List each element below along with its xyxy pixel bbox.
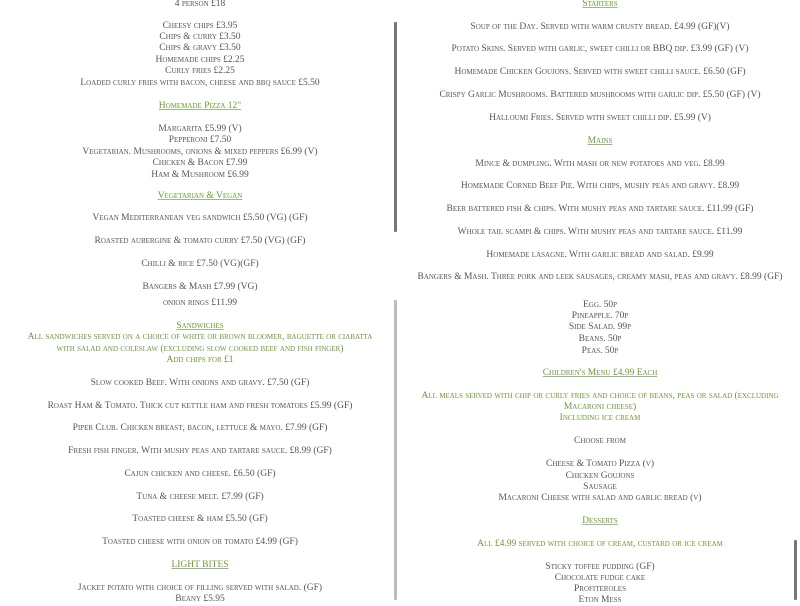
menu-item: Halloumi Fries. Served with sweet chilli dip. £5.99 (V) bbox=[489, 113, 711, 123]
menu-item: Roasted aubergine & tomato curry £7.50 (VG) (GF) bbox=[94, 236, 306, 246]
section-heading: Vegetarian & Vegan bbox=[157, 191, 243, 201]
menu-item: Cheese & Tomato Pizza (v) bbox=[546, 459, 654, 469]
menu-item: Sticky toffee pudding (GF) bbox=[545, 562, 655, 572]
menu-item: Jacket potato with choice of filling served with salad. (GF) bbox=[77, 583, 323, 593]
menu-item: Side Salad. 99p bbox=[568, 322, 632, 332]
menu-item: Toasted cheese with onion or tomato £4.99 (GF) bbox=[102, 537, 298, 547]
scrollbar-left-lower[interactable] bbox=[394, 300, 397, 600]
menu-item: Chips & gravy £3.50 bbox=[159, 43, 241, 53]
menu-item: Egg. 50p bbox=[582, 300, 618, 310]
menu-item: Peas. 50p bbox=[581, 346, 619, 356]
menu-item: Slow cooked Beef. With onions and gravy. £7.50 (GF) bbox=[90, 378, 310, 388]
section-heading: Sandwiches bbox=[176, 321, 224, 331]
menu-item: Chilli & rice £7.50 (VG)(GF) bbox=[141, 259, 259, 269]
section-note: All £4.99 served with choice of cream, custard or ice cream bbox=[477, 539, 723, 549]
menu-item: Pineapple. 70p bbox=[571, 311, 629, 321]
section-note: Including ice cream bbox=[559, 413, 641, 423]
menu-item: Roast Ham & Tomato. Thick cut kettle ham and fresh tomatoes £5.99 (GF) bbox=[47, 401, 353, 411]
menu-item: Bangers & Mash. Three pork and leek sausages, creamy mash, peas and gravy. £8.99 (GF) bbox=[417, 272, 783, 282]
menu-item: Tuna & cheese melt. £7.99 (GF) bbox=[136, 492, 264, 502]
menu-item: Loaded curly fries with bacon, cheese and bbq sauce £5.50 bbox=[80, 78, 320, 88]
menu-item: Macaroni Cheese with salad and garlic bread (v) bbox=[498, 493, 702, 503]
menu-item: Profiteroles bbox=[574, 584, 626, 594]
menu-item: Curly fries £2.25 bbox=[165, 66, 235, 76]
menu-item: Piper Club. Chicken breast, bacon, lettuce & mayo. £7.99 (GF) bbox=[72, 423, 328, 433]
menu-item: Homemade chips £2.25 bbox=[155, 55, 245, 65]
menu-item: Beany £5.95 bbox=[175, 594, 225, 604]
menu-item: onion rings £11.99 bbox=[162, 298, 238, 308]
menu-page-right bbox=[400, 0, 800, 605]
menu-item: Choose from bbox=[574, 436, 626, 446]
menu-item: Margarita £5.99 (V) bbox=[158, 124, 242, 134]
menu-item: Chips & curry £3.50 bbox=[159, 32, 241, 42]
menu-item: Mince & dumpling. With mash or new potatoes and veg. £8.99 bbox=[475, 159, 725, 169]
menu-item: Homemade lasagne. With garlic bread and salad. £9.99 bbox=[486, 250, 714, 260]
menu-item: Whole tail scampi & chips. With mushy peas and tartare sauce. £11.99 bbox=[457, 227, 743, 237]
menu-item: Chocolate fudge cake bbox=[554, 573, 646, 583]
section-note: All meals served with chip or curly fries and choice of beans, peas or salad (excluding bbox=[421, 391, 779, 401]
scrollbar-right[interactable] bbox=[794, 540, 797, 600]
menu-item: Beans. 50p bbox=[578, 334, 622, 344]
section-note: Macaroni cheese) bbox=[563, 402, 637, 412]
menu-item: Bangers & Mash £7.99 (VG) bbox=[142, 282, 258, 292]
section-note: with salad and coleslaw (excluding slow cooked beef and fish finger) bbox=[56, 344, 344, 354]
menu-item: Vegan Mediterranean veg sandwich £5.50 (VG) (GF) bbox=[92, 213, 308, 223]
section-heading: LIGHT BITES bbox=[171, 560, 229, 570]
section-note: All sandwiches served on a choice of white or brown bloomer, baguette or ciabatta bbox=[27, 332, 373, 342]
menu-item: Cheesy chips £3.95 bbox=[162, 21, 238, 31]
menu-item: Crispy Garlic Mushrooms. Battered mushrooms with garlic dip. £5.50 (GF) (V) bbox=[439, 90, 761, 100]
menu-item: Pepperoni £7.50 bbox=[168, 135, 232, 145]
menu-item: Soup of the Day. Served with warm crusty bread. £4.99 (GF)(V) bbox=[470, 22, 730, 32]
section-note: Add chips for £1 bbox=[166, 355, 234, 365]
menu-item: Fresh fish finger. With mushy peas and tartare sauce. £8.99 (GF) bbox=[68, 446, 332, 456]
section-heading: Mains bbox=[587, 136, 613, 146]
menu-item: Homemade Chicken Goujons. Served with sweet chilli sauce. £6.50 (GF) bbox=[454, 67, 746, 77]
menu-item: Homemade Corned Beef Pie. With chips, mushy peas and gravy. £8.99 bbox=[460, 181, 740, 191]
section-heading: Desserts bbox=[582, 516, 618, 526]
menu-item: Eton Mess bbox=[578, 595, 622, 605]
menu-item: Sausage bbox=[583, 482, 617, 492]
menu-item: Beer battered fish & chips. With mushy peas and tartare sauce. £11.99 (GF) bbox=[446, 204, 754, 214]
menu-item: Toasted cheese & ham £5.50 (GF) bbox=[132, 514, 268, 524]
menu-item: Ham & Mushroom £6.99 bbox=[151, 170, 249, 180]
menu-item: Chicken & Bacon £7.99 bbox=[152, 158, 248, 168]
menu-item: Potato Skins. Served with garlic, sweet chilli or BBQ dip. £3.99 (GF) (V) bbox=[451, 44, 749, 54]
menu-item: Chicken Goujons bbox=[565, 471, 635, 481]
menu-item: Vegetarian. Mushrooms, onions & mixed peppers £6.99 (V) bbox=[82, 147, 318, 157]
section-heading: Homemade Pizza 12" bbox=[158, 101, 242, 111]
menu-page-left bbox=[0, 0, 400, 604]
section-heading: Starters bbox=[582, 0, 618, 9]
section-heading: Children's Menu £4.99 Each bbox=[542, 368, 658, 378]
menu-item: 4 person £18 bbox=[174, 0, 226, 9]
menu-item: Cajun chicken and cheese. £6.50 (GF) bbox=[124, 469, 276, 479]
scrollbar-left-upper[interactable] bbox=[394, 22, 397, 232]
